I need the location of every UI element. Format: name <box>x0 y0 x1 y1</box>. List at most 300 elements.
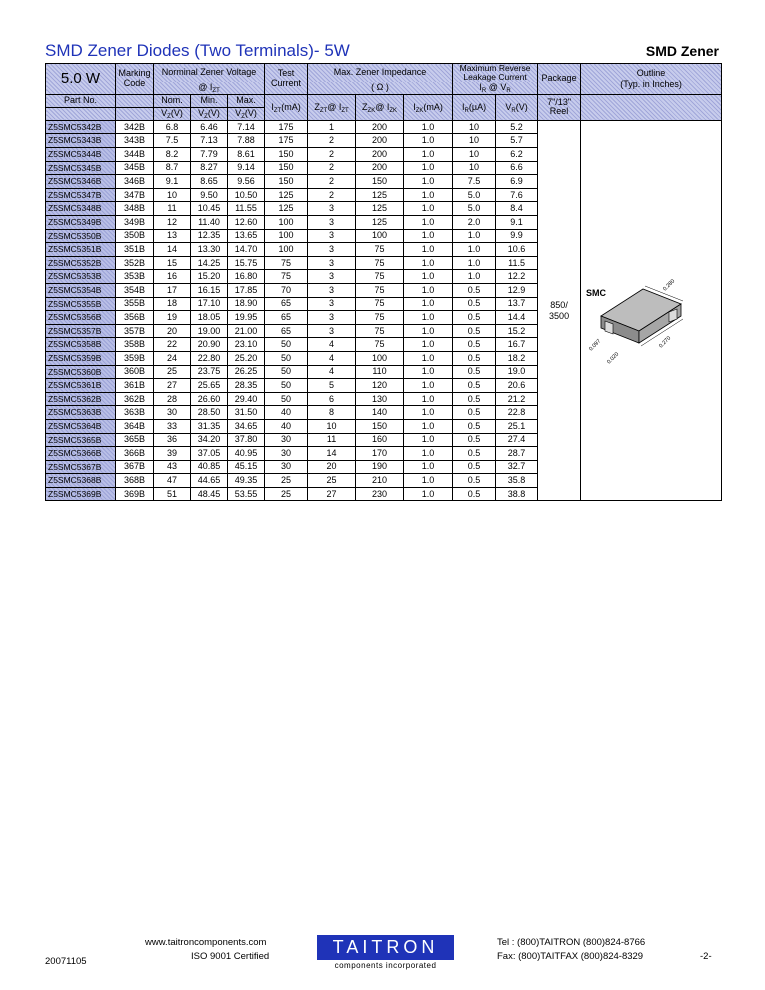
cell-ir: 0.5 <box>453 392 496 406</box>
cell-max: 29.40 <box>228 392 265 406</box>
part-number-cell: Z5SMC5360B <box>46 365 116 379</box>
cell-zzk: 75 <box>356 256 404 270</box>
cell-zzt: 4 <box>308 351 356 365</box>
cell-max: 7.14 <box>228 120 265 134</box>
cell-mark: 365B <box>116 433 154 447</box>
cell-min: 7.13 <box>191 134 228 148</box>
part-number-cell: Z5SMC5359B <box>46 351 116 365</box>
cell-vr: 35.8 <box>496 474 538 488</box>
cell-vr: 5.7 <box>496 134 538 148</box>
outline-drawing-cell <box>581 120 722 501</box>
cell-vr: 19.0 <box>496 365 538 379</box>
part-number-cell: Z5SMC5369B <box>46 487 116 501</box>
cell-izk: 1.0 <box>404 256 453 270</box>
cell-ir: 0.5 <box>453 297 496 311</box>
cell-ir: 1.0 <box>453 270 496 284</box>
cell-zzk: 75 <box>356 270 404 284</box>
cell-mark: 351B <box>116 243 154 257</box>
spec-table <box>45 63 722 501</box>
cell-zzk: 75 <box>356 297 404 311</box>
cell-vr: 7.6 <box>496 188 538 202</box>
cell-zzt: 2 <box>308 134 356 148</box>
cell-nom: 14 <box>154 243 191 257</box>
page-number: -2- <box>700 951 712 962</box>
vz-nom-header: $V_Z(V)$ <box>154 107 191 120</box>
marking-code-header-spacer <box>116 94 154 107</box>
cell-mark: 342B <box>116 120 154 134</box>
cell-zzk: 150 <box>356 419 404 433</box>
cell-mark: 362B <box>116 392 154 406</box>
cell-izt: 150 <box>265 175 308 189</box>
cell-max: 49.35 <box>228 474 265 488</box>
category-label: SMD Zener <box>645 43 719 59</box>
cell-zzk: 110 <box>356 365 404 379</box>
cell-zzt: 3 <box>308 229 356 243</box>
cell-vr: 16.7 <box>496 338 538 352</box>
cell-mark: 355B <box>116 297 154 311</box>
cell-izt: 175 <box>265 134 308 148</box>
cell-izk: 1.0 <box>404 297 453 311</box>
cell-nom: 51 <box>154 487 191 501</box>
cell-zzt: 3 <box>308 283 356 297</box>
cell-ir: 10 <box>453 148 496 162</box>
at-izt-label: @ $I_{ZT}$ <box>154 82 265 95</box>
cell-zzk: 120 <box>356 379 404 393</box>
footer-fax: Fax: (800)TAITFAX (800)824-8329 <box>497 951 644 962</box>
footer-iso: ISO 9001 Certified <box>191 951 270 962</box>
cell-ir: 10 <box>453 120 496 134</box>
cell-min: 9.50 <box>191 188 228 202</box>
cell-vr: 12.9 <box>496 283 538 297</box>
cell-mark: 349B <box>116 216 154 230</box>
cell-max: 34.65 <box>228 419 265 433</box>
part-number-cell: Z5SMC5358B <box>46 338 116 352</box>
cell-izt: 30 <box>265 460 308 474</box>
cell-zzk: 230 <box>356 487 404 501</box>
cell-mark: 369B <box>116 487 154 501</box>
cell-nom: 22 <box>154 338 191 352</box>
cell-nom: 39 <box>154 447 191 461</box>
cell-ir: 10 <box>453 134 496 148</box>
footer-tel: Tel : (800)TAITRON (800)824-8766 <box>497 937 646 948</box>
cell-nom: 47 <box>154 474 191 488</box>
cell-vr: 14.4 <box>496 311 538 325</box>
cell-min: 7.79 <box>191 148 228 162</box>
cell-min: 15.20 <box>191 270 228 284</box>
cell-vr: 15.2 <box>496 324 538 338</box>
part-number-cell: Z5SMC5357B <box>46 324 116 338</box>
cell-mark: 366B <box>116 447 154 461</box>
cell-min: 16.15 <box>191 283 228 297</box>
smc-package-drawing <box>581 136 720 486</box>
cell-izt: 30 <box>265 433 308 447</box>
cell-nom: 43 <box>154 460 191 474</box>
cell-izk: 1.0 <box>404 365 453 379</box>
cell-zzk: 75 <box>356 283 404 297</box>
outline-title: Outline <box>636 68 666 79</box>
cell-mark: 358B <box>116 338 154 352</box>
cell-izt: 125 <box>265 188 308 202</box>
cell-nom: 8.7 <box>154 161 191 175</box>
page-footer <box>0 930 765 990</box>
cell-min: 44.65 <box>191 474 228 488</box>
cell-zzk: 170 <box>356 447 404 461</box>
cell-nom: 18 <box>154 297 191 311</box>
cell-vr: 18.2 <box>496 351 538 365</box>
part-number-cell: Z5SMC5367B <box>46 460 116 474</box>
dim-d-label: 0.020 <box>606 351 621 366</box>
cell-zzt: 5 <box>308 379 356 393</box>
cell-vr: 32.7 <box>496 460 538 474</box>
cell-min: 22.80 <box>191 351 228 365</box>
cell-zzt: 3 <box>308 216 356 230</box>
cell-ir: 0.5 <box>453 406 496 420</box>
cell-zzk: 75 <box>356 311 404 325</box>
cell-min: 26.60 <box>191 392 228 406</box>
cell-vr: 9.9 <box>496 229 538 243</box>
cell-izt: 50 <box>265 392 308 406</box>
cell-izt: 175 <box>265 120 308 134</box>
cell-zzk: 75 <box>356 243 404 257</box>
cell-max: 7.88 <box>228 134 265 148</box>
part-number-cell: Z5SMC5366B <box>46 447 116 461</box>
cell-izt: 50 <box>265 379 308 393</box>
cell-zzk: 190 <box>356 460 404 474</box>
cell-zzt: 3 <box>308 297 356 311</box>
cell-ir: 0.5 <box>453 351 496 365</box>
cell-max: 28.35 <box>228 379 265 393</box>
outline-subtitle: (Typ. in Inches) <box>620 78 682 89</box>
cell-zzt: 14 <box>308 447 356 461</box>
cell-izt: 50 <box>265 338 308 352</box>
cell-ir: 0.5 <box>453 433 496 447</box>
cell-zzk: 75 <box>356 338 404 352</box>
cell-max: 8.61 <box>228 148 265 162</box>
cell-mark: 367B <box>116 460 154 474</box>
cell-izk: 1.0 <box>404 392 453 406</box>
cell-zzt: 3 <box>308 256 356 270</box>
cell-mark: 348B <box>116 202 154 216</box>
impedance-header: Max. Zener Impedance <box>308 64 453 82</box>
cell-min: 25.65 <box>191 379 228 393</box>
cell-zzt: 3 <box>308 202 356 216</box>
cell-zzt: 25 <box>308 474 356 488</box>
cell-zzk: 125 <box>356 188 404 202</box>
cell-nom: 6.8 <box>154 120 191 134</box>
cell-zzt: 4 <box>308 338 356 352</box>
reel-header: 7"/13" Reel <box>538 94 581 120</box>
cell-ir: 0.5 <box>453 283 496 297</box>
footer-url[interactable]: www.taitroncomponents.com <box>145 937 267 948</box>
ir-at-vr-label: $I_R$ @ $V_R$ <box>453 82 538 95</box>
cell-izt: 50 <box>265 351 308 365</box>
cell-izk: 1.0 <box>404 202 453 216</box>
cell-zzk: 130 <box>356 392 404 406</box>
cell-mark: 368B <box>116 474 154 488</box>
cell-mark: 352B <box>116 256 154 270</box>
cell-izk: 1.0 <box>404 487 453 501</box>
cell-min: 19.00 <box>191 324 228 338</box>
dim-a-label: 0.280 <box>662 278 677 293</box>
cell-zzk: 100 <box>356 229 404 243</box>
cell-izt: 40 <box>265 406 308 420</box>
cell-max: 15.75 <box>228 256 265 270</box>
cell-vr: 11.5 <box>496 256 538 270</box>
cell-zzt: 8 <box>308 406 356 420</box>
part-number-cell: Z5SMC5362B <box>46 392 116 406</box>
marking-code-header: Marking Code <box>116 64 154 95</box>
cell-min: 17.10 <box>191 297 228 311</box>
cell-izk: 1.0 <box>404 161 453 175</box>
cell-nom: 30 <box>154 406 191 420</box>
cell-min: 14.25 <box>191 256 228 270</box>
cell-ir: 1.0 <box>453 229 496 243</box>
cell-ir: 0.5 <box>453 379 496 393</box>
cell-mark: 350B <box>116 229 154 243</box>
cell-izk: 1.0 <box>404 148 453 162</box>
cell-izt: 75 <box>265 256 308 270</box>
package-name-label: SMC <box>586 287 607 298</box>
cell-izt: 70 <box>265 283 308 297</box>
cell-mark: 347B <box>116 188 154 202</box>
cell-izt: 65 <box>265 324 308 338</box>
cell-nom: 27 <box>154 379 191 393</box>
cell-izk: 1.0 <box>404 283 453 297</box>
cell-min: 37.05 <box>191 447 228 461</box>
cell-zzt: 27 <box>308 487 356 501</box>
cell-vr: 9.1 <box>496 216 538 230</box>
cell-nom: 15 <box>154 256 191 270</box>
cell-izt: 100 <box>265 229 308 243</box>
cell-vr: 6.9 <box>496 175 538 189</box>
cell-zzk: 200 <box>356 134 404 148</box>
cell-izk: 1.0 <box>404 447 453 461</box>
cell-izk: 1.0 <box>404 406 453 420</box>
cell-nom: 17 <box>154 283 191 297</box>
cell-izk: 1.0 <box>404 270 453 284</box>
cell-izt: 25 <box>265 487 308 501</box>
cell-mark: 344B <box>116 148 154 162</box>
part-number-cell: Z5SMC5368B <box>46 474 116 488</box>
cell-ir: 0.5 <box>453 365 496 379</box>
min-header: Min. <box>191 94 228 107</box>
cell-min: 23.75 <box>191 365 228 379</box>
package-qty-line1: 850/ <box>550 300 568 311</box>
cell-izt: 150 <box>265 161 308 175</box>
package-header: Package <box>538 64 581 95</box>
cell-nom: 10 <box>154 188 191 202</box>
page-title: SMD Zener Diodes (Two Terminals)- 5W <box>45 41 350 60</box>
cell-izt: 50 <box>265 365 308 379</box>
taitron-logo: TAITRON <box>317 935 454 960</box>
cell-izt: 100 <box>265 216 308 230</box>
zener-voltage-header: Norminal Zener Voltage <box>154 64 265 82</box>
cell-max: 45.15 <box>228 460 265 474</box>
zzt-header: $Z_{ZT}@$ $I_{ZT}$ <box>308 94 356 120</box>
cell-max: 21.00 <box>228 324 265 338</box>
cell-izk: 1.0 <box>404 324 453 338</box>
cell-mark: 360B <box>116 365 154 379</box>
ir-header: $I_R(\mu A)$ <box>453 94 496 120</box>
cell-vr: 10.6 <box>496 243 538 257</box>
cell-izt: 150 <box>265 148 308 162</box>
cell-min: 48.45 <box>191 487 228 501</box>
cell-zzt: 3 <box>308 311 356 325</box>
cell-max: 16.80 <box>228 270 265 284</box>
cell-izk: 1.0 <box>404 229 453 243</box>
cell-ir: 10 <box>453 161 496 175</box>
part-number-cell: Z5SMC5365B <box>46 433 116 447</box>
cell-nom: 20 <box>154 324 191 338</box>
part-number-cell: Z5SMC5346B <box>46 175 116 189</box>
cell-zzk: 100 <box>356 351 404 365</box>
cell-zzt: 11 <box>308 433 356 447</box>
cell-min: 18.05 <box>191 311 228 325</box>
cell-zzt: 2 <box>308 161 356 175</box>
cell-ir: 0.5 <box>453 447 496 461</box>
table-row <box>46 120 722 134</box>
cell-zzk: 200 <box>356 120 404 134</box>
cell-vr: 13.7 <box>496 297 538 311</box>
part-number-cell: Z5SMC5355B <box>46 297 116 311</box>
cell-max: 12.60 <box>228 216 265 230</box>
part-number-cell: Z5SMC5347B <box>46 188 116 202</box>
power-rating: 5.0 W <box>46 64 116 95</box>
cell-zzk: 125 <box>356 216 404 230</box>
cell-min: 10.45 <box>191 202 228 216</box>
cell-ir: 0.5 <box>453 338 496 352</box>
cell-nom: 19 <box>154 311 191 325</box>
cell-vr: 12.2 <box>496 270 538 284</box>
cell-izk: 1.0 <box>404 474 453 488</box>
part-number-cell: Z5SMC5354B <box>46 283 116 297</box>
cell-max: 53.55 <box>228 487 265 501</box>
cell-zzt: 10 <box>308 419 356 433</box>
cell-ir: 0.5 <box>453 487 496 501</box>
cell-vr: 27.4 <box>496 433 538 447</box>
dim-b-label: 0.270 <box>658 335 673 350</box>
cell-izt: 75 <box>265 270 308 284</box>
cell-mark: 359B <box>116 351 154 365</box>
nom-header: Nom. <box>154 94 191 107</box>
cell-zzt: 2 <box>308 175 356 189</box>
cell-max: 10.50 <box>228 188 265 202</box>
cell-izk: 1.0 <box>404 134 453 148</box>
cell-nom: 13 <box>154 229 191 243</box>
cell-vr: 8.4 <box>496 202 538 216</box>
cell-nom: 16 <box>154 270 191 284</box>
part-number-cell: Z5SMC5363B <box>46 406 116 420</box>
cell-nom: 24 <box>154 351 191 365</box>
cell-zzt: 20 <box>308 460 356 474</box>
cell-min: 6.46 <box>191 120 228 134</box>
cell-zzt: 3 <box>308 324 356 338</box>
marking-spacer <box>116 107 154 120</box>
cell-vr: 21.2 <box>496 392 538 406</box>
cell-zzt: 1 <box>308 120 356 134</box>
cell-izk: 1.0 <box>404 216 453 230</box>
outline-header <box>581 64 722 95</box>
cell-zzk: 125 <box>356 202 404 216</box>
cell-vr: 22.8 <box>496 406 538 420</box>
cell-max: 37.80 <box>228 433 265 447</box>
cell-izk: 1.0 <box>404 433 453 447</box>
cell-izt: 25 <box>265 474 308 488</box>
footer-date: 20071105 <box>45 956 87 967</box>
cell-zzt: 3 <box>308 243 356 257</box>
cell-max: 19.95 <box>228 311 265 325</box>
part-number-cell: Z5SMC5342B <box>46 120 116 134</box>
package-qty-line2: 3500 <box>549 310 570 321</box>
cell-mark: 357B <box>116 324 154 338</box>
vr-header: $V_R(V)$ <box>496 94 538 120</box>
cell-izt: 125 <box>265 202 308 216</box>
part-number-cell: Z5SMC5350B <box>46 229 116 243</box>
spec-table-body <box>46 120 722 501</box>
cell-min: 8.27 <box>191 161 228 175</box>
cell-izk: 1.0 <box>404 419 453 433</box>
cell-nom: 33 <box>154 419 191 433</box>
cell-zzk: 160 <box>356 433 404 447</box>
cell-izk: 1.0 <box>404 188 453 202</box>
cell-zzk: 75 <box>356 324 404 338</box>
izk-header: $I_{ZK}(mA)$ <box>404 94 453 120</box>
part-no-header: Part No. <box>46 94 116 107</box>
part-number-cell: Z5SMC5353B <box>46 270 116 284</box>
part-number-cell: Z5SMC5351B <box>46 243 116 257</box>
taitron-logo-subtitle: components incorporated <box>334 961 437 970</box>
test-current-header: Test Current <box>265 64 308 95</box>
cell-max: 23.10 <box>228 338 265 352</box>
part-number-cell: Z5SMC5345B <box>46 161 116 175</box>
package-quantity-cell <box>538 120 581 501</box>
cell-ir: 1.0 <box>453 243 496 257</box>
cell-izt: 30 <box>265 447 308 461</box>
cell-max: 11.55 <box>228 202 265 216</box>
cell-max: 31.50 <box>228 406 265 420</box>
cell-mark: 364B <box>116 419 154 433</box>
cell-vr: 28.7 <box>496 447 538 461</box>
cell-min: 13.30 <box>191 243 228 257</box>
part-number-cell: Z5SMC5349B <box>46 216 116 230</box>
cell-vr: 20.6 <box>496 379 538 393</box>
cell-mark: 353B <box>116 270 154 284</box>
part-number-cell: Z5SMC5348B <box>46 202 116 216</box>
cell-zzk: 150 <box>356 175 404 189</box>
cell-min: 31.35 <box>191 419 228 433</box>
cell-ir: 2.0 <box>453 216 496 230</box>
cell-max: 26.25 <box>228 365 265 379</box>
part-number-cell: Z5SMC5344B <box>46 148 116 162</box>
cell-mark: 346B <box>116 175 154 189</box>
cell-mark: 363B <box>116 406 154 420</box>
part-number-cell: Z5SMC5364B <box>46 419 116 433</box>
cell-max: 9.14 <box>228 161 265 175</box>
cell-max: 18.90 <box>228 297 265 311</box>
cell-min: 12.35 <box>191 229 228 243</box>
part-number-cell: Z5SMC5356B <box>46 311 116 325</box>
cell-izk: 1.0 <box>404 243 453 257</box>
part-number-cell: Z5SMC5361B <box>46 379 116 393</box>
cell-max: 9.56 <box>228 175 265 189</box>
cell-vr: 38.8 <box>496 487 538 501</box>
cell-ir: 7.5 <box>453 175 496 189</box>
cell-izt: 65 <box>265 297 308 311</box>
cell-mark: 356B <box>116 311 154 325</box>
cell-max: 25.20 <box>228 351 265 365</box>
max-header: Max. <box>228 94 265 107</box>
cell-nom: 11 <box>154 202 191 216</box>
